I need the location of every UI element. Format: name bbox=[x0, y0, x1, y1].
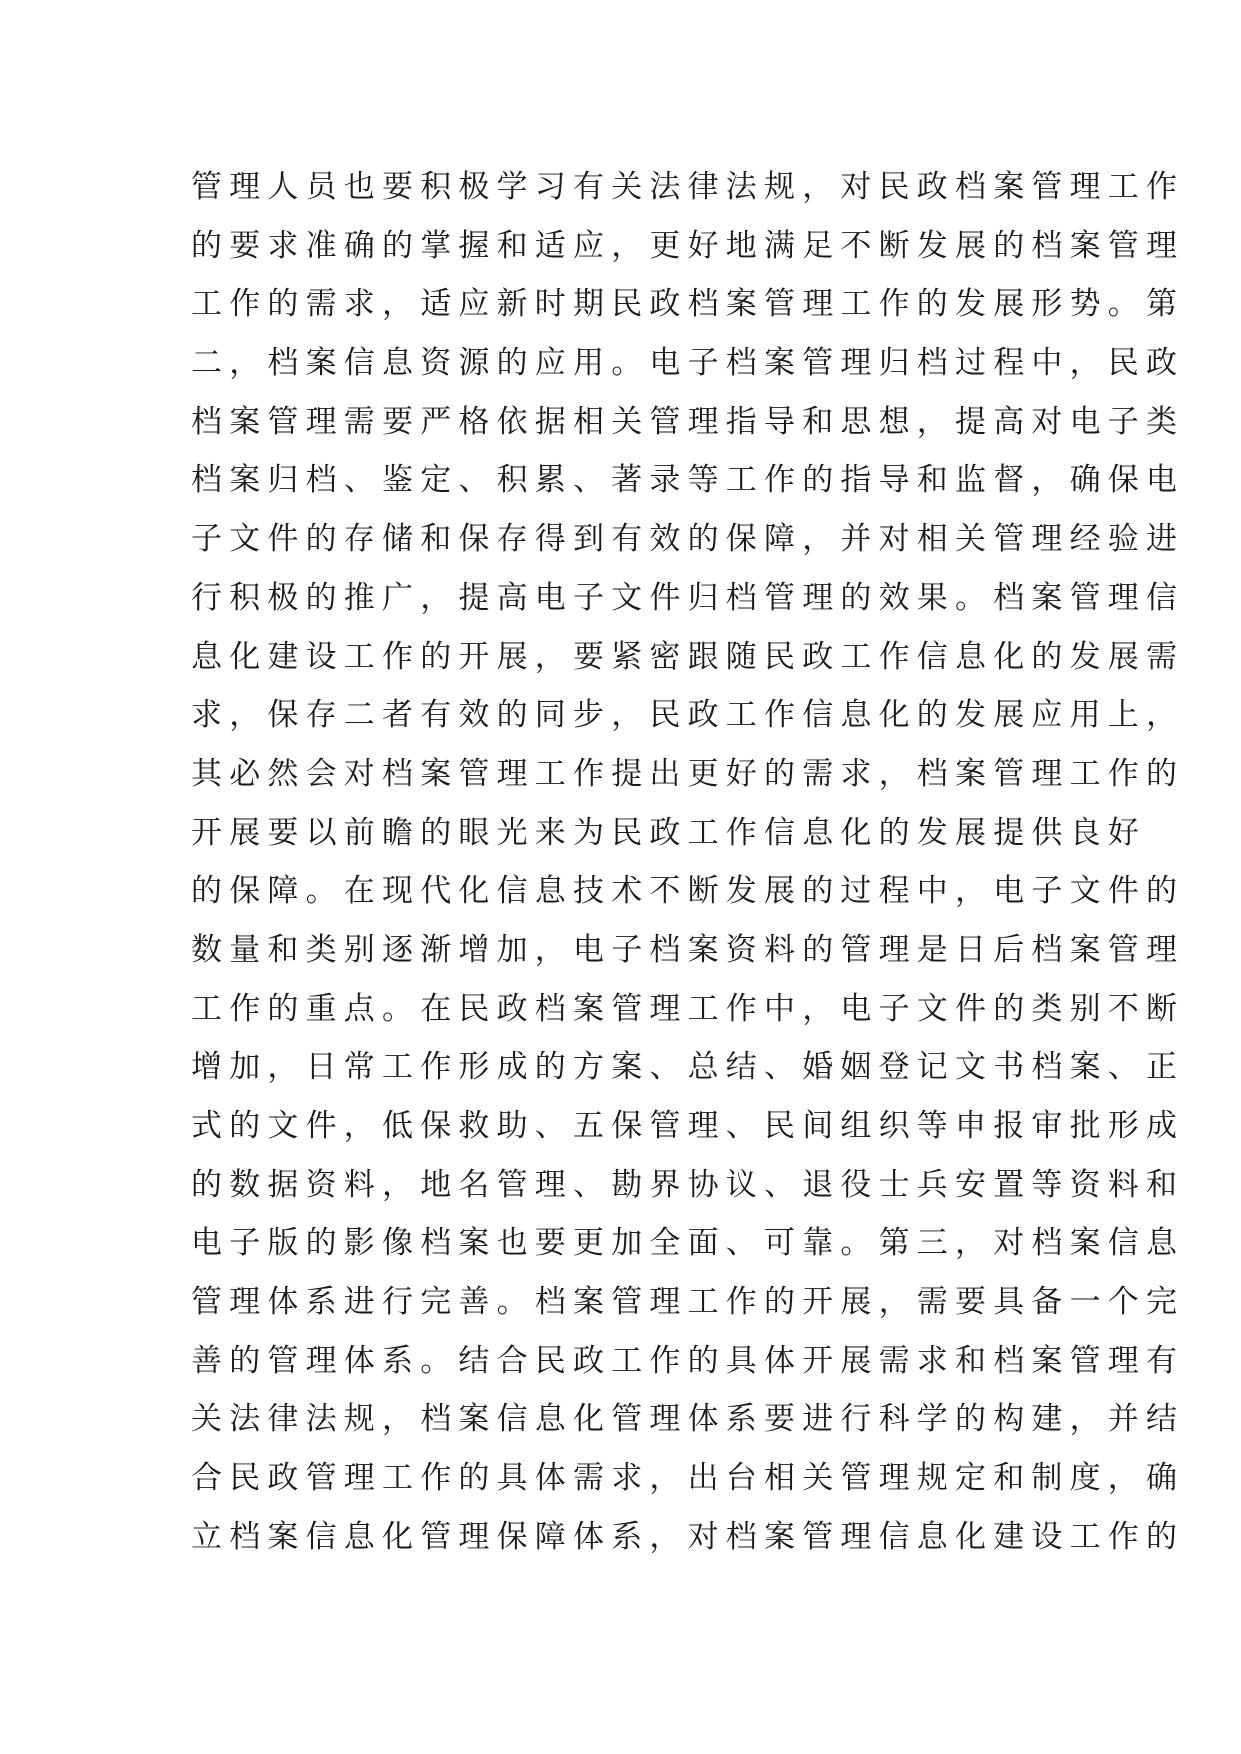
text-line: 数量和类别逐渐增加，电子档案资料的管理是日后档案管理 bbox=[191, 931, 1185, 968]
text-line: 工作的重点。在民政档案管理工作中，电子文件的类别不断 bbox=[191, 990, 1185, 1027]
text-line: 电子版的影像档案也要更加全面、可靠。第三，对档案信息 bbox=[191, 1225, 1185, 1262]
body-text bbox=[191, 158, 1185, 1567]
text-line: 息化建设工作的开展，要紧密跟随民政工作信息化的发展需 bbox=[191, 638, 1185, 675]
text-line: 关法律法规，档案信息化管理体系要进行科学的构建，并结 bbox=[191, 1401, 1185, 1438]
text-line: 其必然会对档案管理工作提出更好的需求，档案管理工作的 bbox=[191, 755, 1185, 792]
text-line: 行积极的推广，提高电子文件归档管理的效果。档案管理信 bbox=[191, 579, 1185, 616]
text-line: 合民政管理工作的具体需求，出台相关管理规定和制度，确 bbox=[191, 1460, 1185, 1497]
text-line: 的要求准确的掌握和适应，更好地满足不断发展的档案管理 bbox=[191, 227, 1185, 264]
text-line: 善的管理体系。结合民政工作的具体开展需求和档案管理有 bbox=[191, 1342, 1185, 1379]
text-line: 二，档案信息资源的应用。电子档案管理归档过程中，民政 bbox=[191, 345, 1185, 382]
text-line: 管理人员也要积极学习有关法律法规，对民政档案管理工作 bbox=[191, 169, 1185, 205]
text-line: 管理体系进行完善。档案管理工作的开展，需要具备一个完 bbox=[191, 1284, 1185, 1321]
text-line: 立档案信息化管理保障体系，对档案管理信息化建设工作的 bbox=[191, 1518, 1185, 1555]
text-line: 求，保存二者有效的同步，民政工作信息化的发展应用上， bbox=[191, 697, 1185, 734]
text-line: 式的文件，低保救助、五保管理、民间组织等申报审批形成 bbox=[191, 1108, 1185, 1144]
text-line: 开展要以前瞻的眼光来为民政工作信息化的发展提供良好 bbox=[191, 814, 1146, 851]
text-line: 的数据资料，地名管理、勘界协议、退役士兵安置等资料和 bbox=[191, 1166, 1185, 1203]
text-line: 增加，日常工作形成的方案、总结、婚姻登记文书档案、正 bbox=[191, 1049, 1185, 1086]
text-line: 档案管理需要严格依据相关管理指导和思想，提高对电子类 bbox=[191, 403, 1185, 440]
text-line: 的保障。在现代化信息技术不断发展的过程中，电子文件的 bbox=[191, 873, 1185, 910]
text-line: 档案归档、鉴定、积累、著录等工作的指导和监督，确保电 bbox=[191, 462, 1185, 499]
text-line: 子文件的存储和保存得到有效的保障，并对相关管理经验进 bbox=[191, 521, 1185, 558]
text-line: 工作的需求，适应新时期民政档案管理工作的发展形势。第 bbox=[191, 286, 1185, 323]
